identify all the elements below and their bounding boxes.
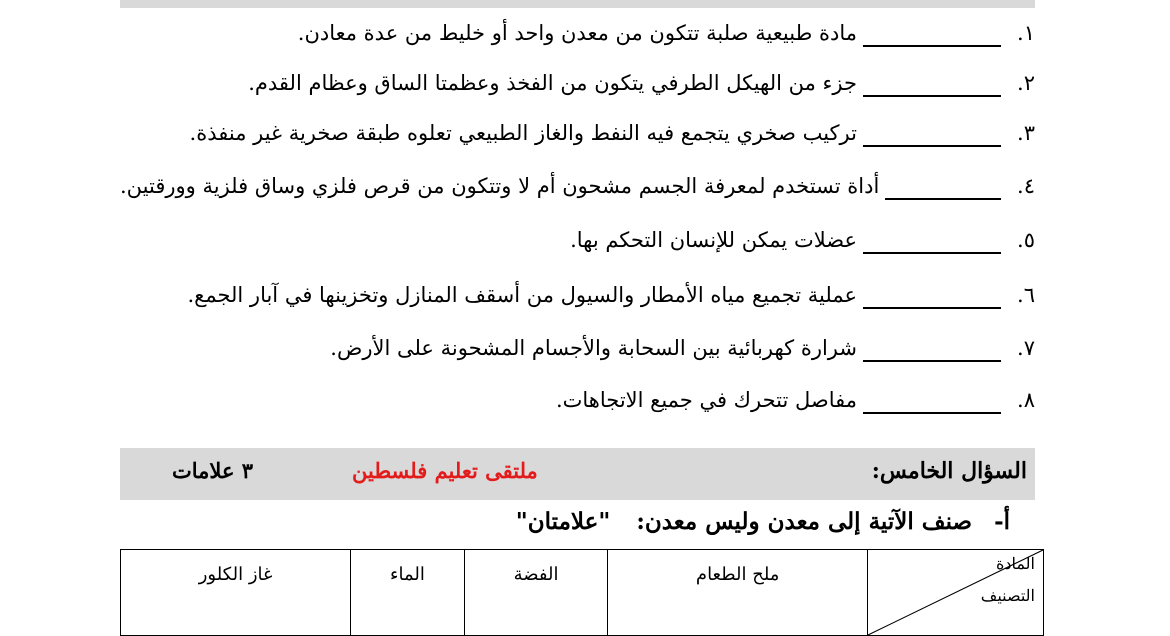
question-number: ١. bbox=[1017, 21, 1035, 45]
section-title: السؤال الخامس: bbox=[871, 458, 1027, 484]
table-cell-item: ملح الطعام bbox=[608, 550, 868, 636]
question-text: عضلات يمكن للإنسان التحكم بها. bbox=[570, 228, 857, 252]
sub-question-score: "علامتان" bbox=[515, 508, 611, 535]
question-item-6 bbox=[120, 275, 1035, 315]
question-number: ٤. bbox=[1017, 174, 1035, 198]
question-item-8 bbox=[120, 380, 1035, 420]
answer-blank[interactable] bbox=[863, 334, 1001, 362]
table-header-cell bbox=[868, 550, 1044, 636]
question-item-7 bbox=[120, 328, 1035, 368]
brand-label: ملتقى تعليم فلسطين bbox=[352, 458, 538, 483]
classification-table bbox=[120, 549, 1044, 636]
question-number: ٦. bbox=[1017, 283, 1035, 307]
question-text: شرارة كهربائية بين السحابة والأجسام المشحونة على الأرض. bbox=[330, 336, 857, 360]
question-text: مادة طبيعية صلبة تتكون من معدن واحد أو خليط من عدة معادن. bbox=[297, 21, 857, 45]
answer-blank[interactable] bbox=[863, 19, 1001, 47]
table-cell-item: الماء bbox=[351, 550, 465, 636]
question-text: أداة تستخدم لمعرفة الجسم مشحون أم لا وتتكون من قرص فلزي وساق فلزية وورقتين. bbox=[120, 174, 880, 198]
question-text: مفاصل تتحرك في جميع الاتجاهات. bbox=[555, 388, 857, 412]
top-section-bar bbox=[120, 0, 1035, 8]
question-number: ٧. bbox=[1017, 336, 1035, 360]
question-number: ٨. bbox=[1017, 388, 1035, 412]
question-item-4 bbox=[120, 166, 1035, 206]
answer-blank[interactable] bbox=[863, 226, 1001, 254]
answer-blank[interactable] bbox=[863, 386, 1001, 414]
question-number: ٥. bbox=[1017, 228, 1035, 252]
sub-question bbox=[516, 508, 1010, 535]
table-row bbox=[121, 550, 1044, 636]
question-item-1 bbox=[120, 13, 1035, 53]
header-material-label: المادة bbox=[996, 554, 1035, 573]
question-text: جزء من الهيكل الطرفي يتكون من الفخذ وعظمتا الساق وعظام القدم. bbox=[248, 71, 857, 95]
marks-label: ٣ علامات bbox=[172, 458, 254, 483]
answer-blank[interactable] bbox=[863, 69, 1001, 97]
sub-question-letter: أ- bbox=[994, 508, 1010, 535]
question-text: تركيب صخري يتجمع فيه النفط والغاز الطبيعي تعلوه طبقة صخرية غير منفذة. bbox=[189, 121, 857, 145]
header-classification-label: التصنيف bbox=[980, 586, 1035, 605]
section-header bbox=[120, 448, 1035, 500]
question-item-5 bbox=[120, 220, 1035, 260]
question-item-2 bbox=[120, 63, 1035, 103]
answer-blank[interactable] bbox=[885, 172, 1001, 200]
question-number: ٣. bbox=[1017, 121, 1035, 145]
sub-question-text: صنف الآتية إلى معدن وليس معدن: bbox=[636, 508, 973, 535]
question-text: عملية تجميع مياه الأمطار والسيول من أسقف المنازل وتخزينها في آبار الجمع. bbox=[187, 283, 857, 307]
answer-blank[interactable] bbox=[863, 281, 1001, 309]
table-cell-item: غاز الكلور bbox=[121, 550, 351, 636]
question-item-3 bbox=[120, 113, 1035, 153]
question-number: ٢. bbox=[1017, 71, 1035, 95]
answer-blank[interactable] bbox=[863, 119, 1001, 147]
table-cell-item: الفضة bbox=[464, 550, 608, 636]
